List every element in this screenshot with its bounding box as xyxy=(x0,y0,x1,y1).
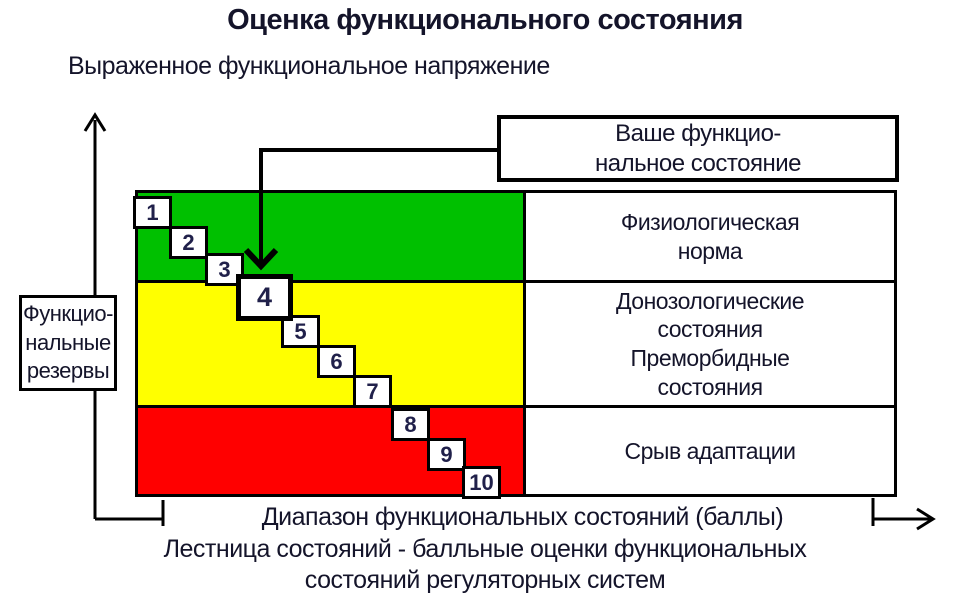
caption-line-2: состояний регуляторных систем xyxy=(304,566,666,594)
caption-line-1: Лестница состояний - балльные оценки функциональных xyxy=(163,535,807,563)
step-box-2: 2 xyxy=(169,226,208,259)
red-band-label: Срыв адаптации xyxy=(526,408,894,494)
diagram-subtitle: Выраженное функциональное напряжение xyxy=(68,52,550,80)
yellow-band xyxy=(138,283,526,405)
green-band-label: Физиологическая норма xyxy=(526,193,894,280)
step-box-3: 3 xyxy=(205,253,244,286)
step-box-10: 10 xyxy=(462,466,501,499)
step-box-5: 5 xyxy=(281,315,320,348)
page-title: Оценка функционального состояния xyxy=(227,4,743,36)
step-box-6: 6 xyxy=(317,345,356,378)
band-row-adaptation-failure xyxy=(138,405,894,494)
your-state-callout: Ваше функцио- нальное состояние xyxy=(497,115,899,182)
highlighted-step-box-4: 4 xyxy=(236,274,293,321)
x-axis-label: Диапазон функциональных состояний (баллы) xyxy=(261,503,784,531)
step-box-9: 9 xyxy=(427,438,466,471)
step-box-7: 7 xyxy=(353,375,392,408)
yellow-band-label: Донозологические состояния Преморбидные состояния xyxy=(526,283,894,405)
state-ladder-chart xyxy=(135,190,897,497)
step-box-8: 8 xyxy=(391,408,430,441)
step-box-1: 1 xyxy=(133,196,172,229)
band-row-physiological-norm xyxy=(138,193,894,280)
functional-reserves-box: Функцио- нальные резервы xyxy=(19,295,117,391)
